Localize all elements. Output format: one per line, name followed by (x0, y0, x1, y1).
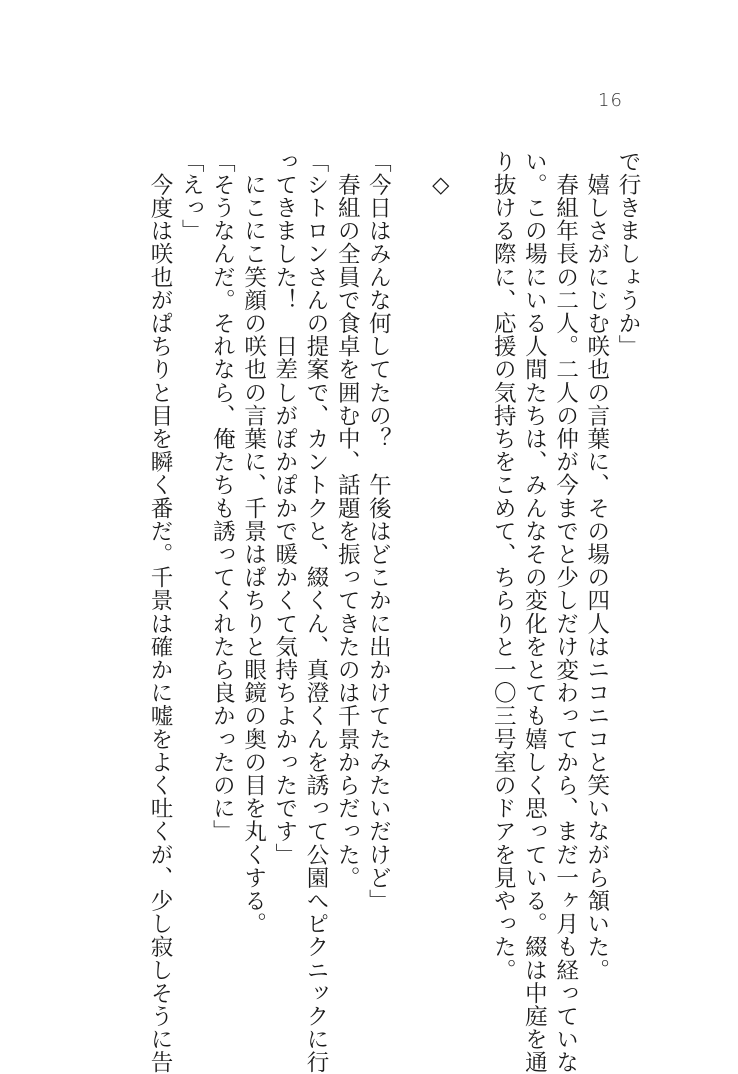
text-line: 嬉しさがにじむ咲也の言葉に、その場の四人はニコニコと笑いながら頷いた。 (583, 150, 610, 982)
text-line: で行きましょうか」 (615, 150, 641, 358)
text-line: 「そうなんだ。それなら、俺たちも誘ってくれたら良かったのに」 (209, 150, 236, 843)
text-line: 今度は咲也がぱちりと目を瞬く番だ。千景は確かに嘘をよく吐くが、少し寂しそうに告 (146, 150, 173, 1074)
text-line: 「シトロンさんの提案で、カントクと、綴くん、真澄くんを誘って公園へピクニックに行 (303, 150, 329, 1074)
text-line: 「えっ」 (178, 150, 205, 243)
blank-line (393, 150, 424, 920)
blank-line (456, 150, 487, 920)
text-line: ってきました！ 日差しがぽかぽかで暖かくて気持ちよかったです」 (271, 150, 298, 867)
text-line: にこにこ笑顔の咲也の言葉に、千景はぱちりと眼鏡の奥の目を丸くする。 (240, 150, 267, 936)
text-line: 「今日はみんな何してたの？ 午後はどこかに出かけてたみたいだけど」 (365, 150, 392, 913)
text-line: 春組年長の二人。二人の仲が今までと少しだけ変わってから、まだ一ヶ月も経っていな (552, 150, 579, 1074)
scene-break-diamond: ◇ (427, 172, 454, 199)
page-number: 16 (598, 90, 623, 111)
vertical-text-body (144, 150, 643, 1074)
text-line: り抜ける際に、応援の気持ちをこめて、ちらりと一〇三号室のドアを見やった。 (490, 150, 517, 982)
text-line: 春組の全員で食卓を囲む中、話題を振ってきたのは千景からだった。 (334, 150, 361, 890)
text-line: い。この場にいる人間たちは、みんなその変化をとても嬉しく思っている。綴は中庭を通 (521, 150, 548, 1074)
